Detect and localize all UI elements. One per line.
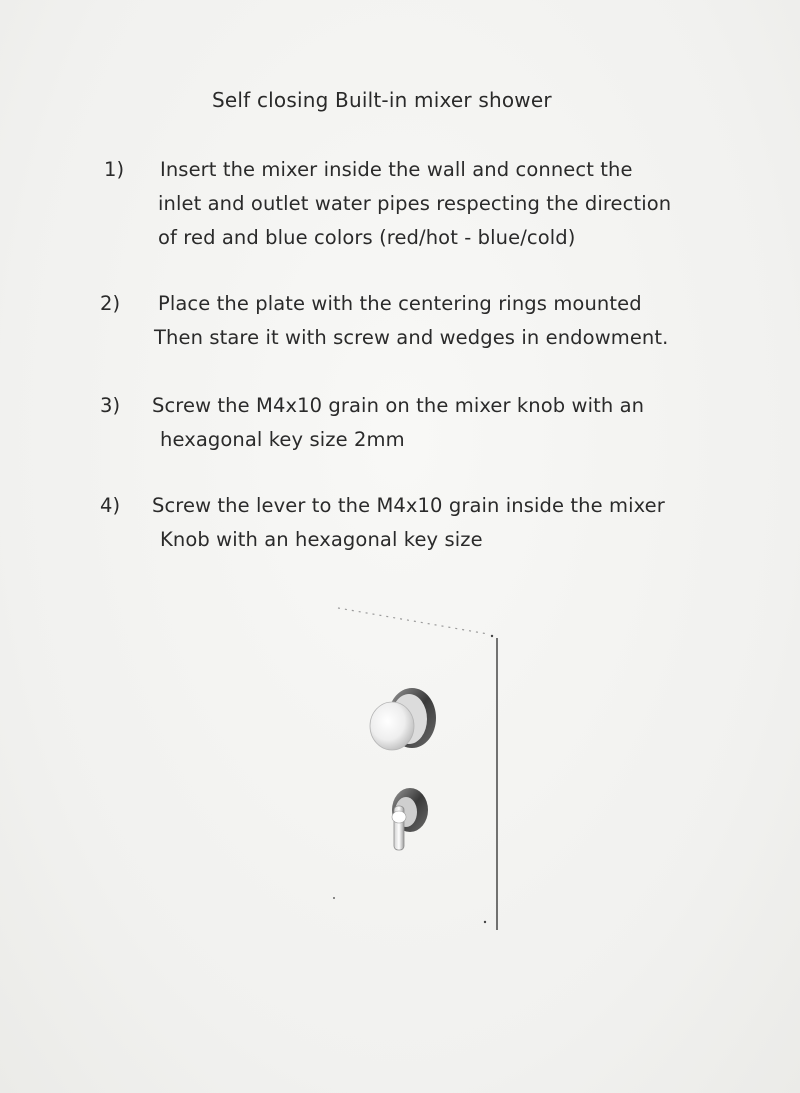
mixer-plate-drawing [320,600,520,940]
step-number: 1) [104,158,125,181]
step-number: 2) [100,292,121,315]
step-line: Insert the mixer inside the wall and connect the [160,158,633,181]
step-line: of red and blue colors (red/hot - blue/cold) [158,226,576,249]
step-number: 3) [100,394,121,417]
upper-knob-face [370,702,414,750]
lower-lever-cap [392,811,406,823]
plate-corner-dot [484,921,486,923]
speck [333,897,335,899]
step-number: 4) [100,494,121,517]
step-line: Screw the lever to the M4x10 grain inside the mixer [152,494,665,517]
step-line: Knob with an hexagonal key size [160,528,483,551]
document-title: Self closing Built-in mixer shower [212,88,552,112]
mixer-illustration [320,600,520,940]
step-line: inlet and outlet water pipes respecting the direction [158,192,672,215]
lower-lever [392,788,428,850]
plate-corner-dot [491,635,493,637]
step-line: Screw the M4x10 grain on the mixer knob with an [152,394,645,417]
upper-knob [370,688,436,750]
plate-top-edge [338,608,488,634]
step-line: hexagonal key size 2mm [160,428,405,451]
step-line: Place the plate with the centering rings mounted [158,292,642,315]
step-line: Then stare it with screw and wedges in endowment. [154,326,669,349]
